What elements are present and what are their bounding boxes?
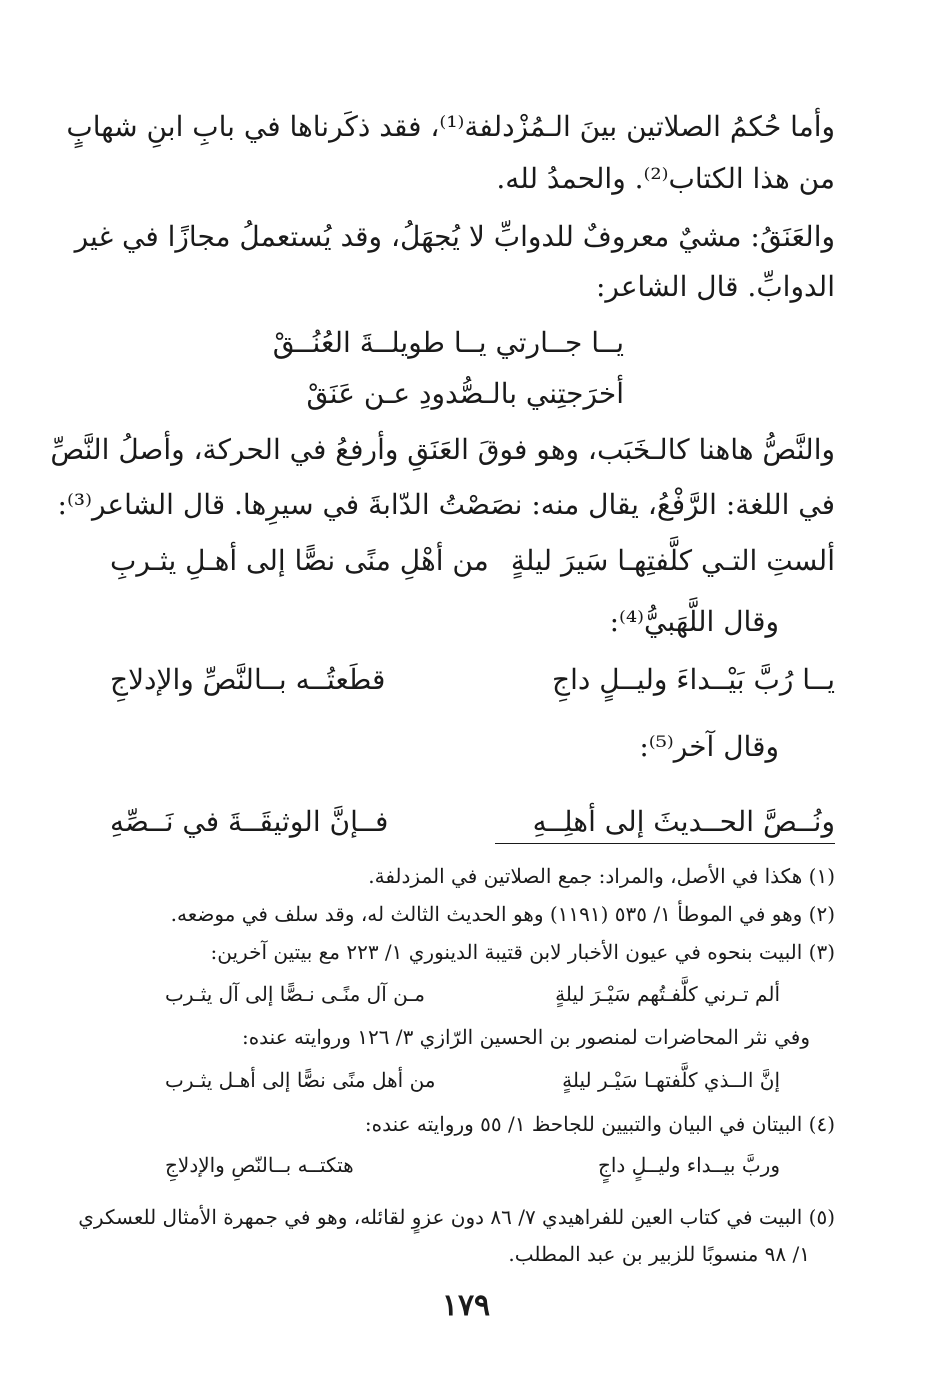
footnote: وفي نثر المحاضرات لمنصور بن الحسين الرّازي ٣/ ١٢٦ وروايته عنده:	[241, 1025, 810, 1049]
verse-hemistich-right: ألستِ التـي كلَّفتِهـا سَيرَ ليلةٍ	[510, 544, 835, 577]
footnote: (١) هكذا في الأصل، والمراد: جمع الصلاتين في المزدلفة.	[368, 864, 835, 888]
page-number: ١٧٩	[441, 1288, 491, 1323]
footnote-verse-right: ألم تـرني كلَّفـتُهم سَيْـرَ ليلةٍ	[555, 982, 780, 1006]
footnote-verse-left: هتكتــه بــالنّصِ والإدلاجِ	[165, 1153, 354, 1177]
body-line: وقال اللَّهَبيُّ⁽⁴⁾:	[609, 605, 779, 638]
verse-line: يــا جــارتي يــا طويلــةَ العُنُــقْ	[272, 326, 624, 359]
verse-hemistich-left: من أهْلِ منًى نصًّا إلى أهـلِ يثـربِ	[110, 544, 489, 577]
footnote: (٢) وهو في الموطأ ١/ ٥٣٥ (١١٩١) وهو الحديث الثالث له، وقد سلف في موضعه.	[170, 902, 835, 926]
footnote: (٣) البيت بنحوه في عيون الأخبار لابن قتيبة الدينوري ١/ ٢٢٣ مع بيتين آخرين:	[210, 940, 835, 964]
body-line: من هذا الكتاب⁽²⁾. والحمدُ لله.	[496, 162, 835, 195]
body-line: وقال آخر⁽⁵⁾:	[639, 730, 779, 763]
verse-line: أخرَجتِني بالـصُّدودِ عـن عَنَقْ	[306, 377, 624, 410]
footnote-verse-left: مـن آل منًـى نـصًّا إلى آل يثـرب	[165, 982, 425, 1006]
body-line: وأما حُكمُ الصلاتين بينَ الـمُزْدلفة⁽¹⁾، فقد ذكَرناها في بابِ ابنِ شهابٍ	[66, 110, 835, 143]
footnote-separator	[495, 843, 835, 844]
verse-hemistich-left: فــإنَّ الوثيقَــةَ في نَــصِّهِ	[110, 805, 389, 838]
verse-hemistich-right: ونُــصَّ الحــديثَ إلى أهلِــهِ	[532, 805, 835, 838]
body-line: في اللغة: الرَّفْعُ، يقال منه: نصَصْتُ الدّابةَ في سيرِها. قال الشاعر⁽³⁾:	[57, 488, 835, 521]
footnote-verse-right: وربَّ بيــداء وليــلٍ داجٍ	[597, 1153, 780, 1177]
body-line: والنَّصُّ هاهنا كالـخَبَب، وهو فوقَ العَنَقِ وأرفعُ في الحركة، وأصلُ النَّصِّ	[50, 433, 835, 466]
body-line: الدوابِّ. قال الشاعر:	[595, 270, 835, 303]
footnote: ١/ ٩٨ منسوبًا للزبير بن عبد المطلب.	[508, 1242, 810, 1266]
body-line: والعَنَقُ: مشيٌ معروفٌ للدوابِّ لا يُجهَلُ، وقد يُستعملُ مجازًا في غير	[74, 220, 835, 253]
footnote-verse-right: إنَّ الــذي كلَّفتهـا سَيْـر ليلةٍ	[562, 1068, 780, 1092]
footnote-verse-left: من أهل منًى نصًّا إلى أهـل يثـرب	[165, 1068, 436, 1092]
footnote: (٥) البيت في كتاب العين للفراهيدي ٧/ ٨٦ دون عزوٍ لقائله، وهو في جمهرة الأمثال للعسكري	[78, 1205, 835, 1229]
verse-hemistich-right: يــا رُبَّ بَيْــداءَ وليــلٍ داجِ	[552, 663, 835, 696]
verse-hemistich-left: قطَعتُــه بــالنَّصِّ والإدلاجِ	[110, 663, 386, 696]
footnote: (٤) البيتان في البيان والتبيين للجاحظ ١/ ٥٥ وروايته عنده:	[364, 1112, 835, 1136]
